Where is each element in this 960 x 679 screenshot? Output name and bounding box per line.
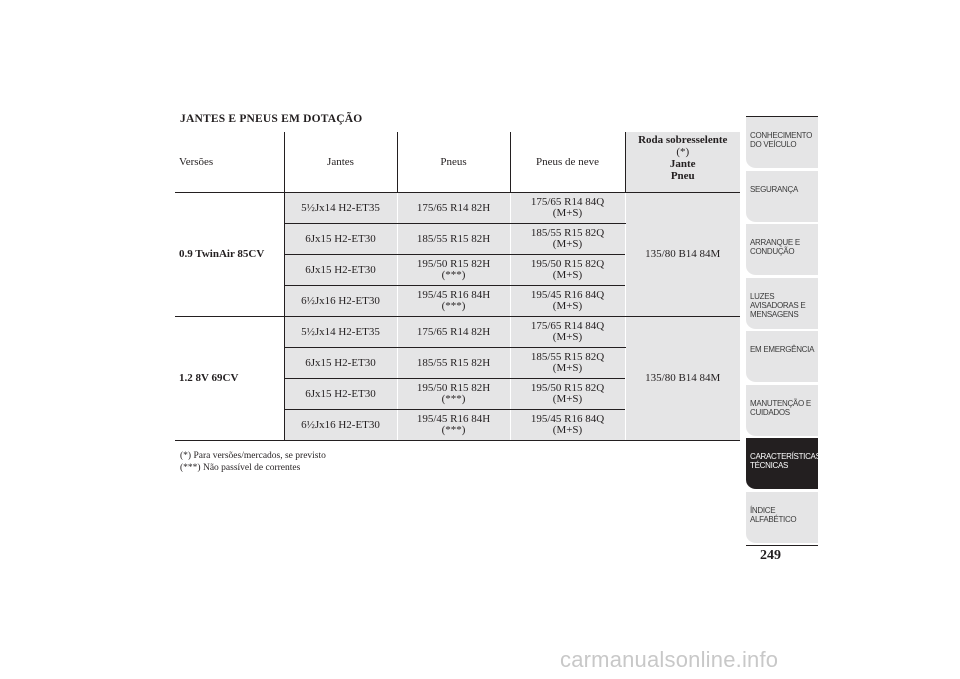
tyre-size: 195/50 R15 82H bbox=[416, 382, 491, 394]
tyre-note: (***) bbox=[441, 300, 466, 312]
tyre-size: 195/45 R16 84H bbox=[416, 413, 491, 425]
tyre-size: 195/45 R16 84H bbox=[416, 289, 491, 301]
tyre-size: 195/50 R15 82H bbox=[416, 258, 491, 270]
sidebar-tab-label: MANUTENÇÃO E bbox=[750, 398, 811, 408]
sidebar-tab-label: ALFABÉTICO bbox=[750, 514, 797, 524]
tyre-cell bbox=[397, 255, 510, 286]
snow-tyre-note: (M+S) bbox=[552, 300, 583, 312]
sidebar-tab-label: DO VEÍCULO bbox=[750, 140, 797, 149]
tyre-note: (***) bbox=[441, 424, 466, 436]
snow-tyre-size: 195/50 R15 82Q bbox=[530, 382, 605, 394]
tyre-size: 185/55 R15 82H bbox=[416, 232, 491, 245]
rim-cell: 6Jx15 H2-ET30 bbox=[284, 255, 397, 286]
sidebar-tab-label: CONDUÇÃO bbox=[750, 247, 795, 256]
sidebar-tab-label: AVISADORAS E bbox=[750, 300, 806, 310]
tyre-cell bbox=[397, 317, 510, 348]
snow-tyre-size: 175/65 R14 84Q bbox=[530, 320, 605, 332]
sidebar-tab-label: ÍNDICE bbox=[750, 505, 776, 515]
rim-cell: 6Jx15 H2-ET30 bbox=[284, 348, 397, 379]
tyre-size: 185/55 R15 82H bbox=[416, 356, 491, 369]
section-title: JANTES E PNEUS EM DOTAÇÃO bbox=[180, 113, 363, 125]
tyre-cell bbox=[397, 348, 510, 379]
snow-tyre-size: 175/65 R14 84Q bbox=[530, 196, 605, 208]
rim-cell: 6Jx15 H2-ET30 bbox=[284, 224, 397, 255]
page-number: 249 bbox=[760, 548, 781, 563]
footnotes bbox=[180, 450, 326, 474]
rims-tyres-table bbox=[175, 132, 740, 441]
header-spare-tyre: Pneu bbox=[670, 170, 695, 182]
snow-tyre-size: 195/45 R16 84Q bbox=[530, 289, 605, 301]
sidebar-tab[interactable] bbox=[746, 331, 818, 383]
sidebar-tab-label: LUZES bbox=[750, 291, 775, 301]
spare-wheel-cell: 135/80 B14 84M bbox=[625, 193, 740, 317]
tyre-cell bbox=[397, 224, 510, 255]
table-row bbox=[175, 317, 740, 348]
tyre-note: (***) bbox=[441, 393, 466, 405]
sidebar-tab[interactable] bbox=[746, 171, 818, 223]
version-name: 1.2 8V 69CV bbox=[175, 317, 284, 441]
header-tyres: Pneus bbox=[397, 132, 510, 193]
snow-tyre-cell bbox=[510, 286, 625, 317]
sidebar-tab-label: ARRANQUE E bbox=[750, 238, 800, 247]
tyre-size: 175/65 R14 82H bbox=[416, 201, 491, 214]
tyre-cell bbox=[397, 410, 510, 441]
rim-cell: 5½Jx14 H2-ET35 bbox=[284, 193, 397, 224]
snow-tyre-size: 195/50 R15 82Q bbox=[530, 258, 605, 270]
snow-tyre-size: 185/55 R15 82Q bbox=[530, 351, 605, 363]
rim-cell: 6½Jx16 H2-ET30 bbox=[284, 410, 397, 441]
snow-tyre-cell bbox=[510, 224, 625, 255]
header-spare-rim: Jante bbox=[669, 158, 696, 170]
snow-tyre-note: (M+S) bbox=[552, 362, 583, 374]
sidebar-tab[interactable] bbox=[746, 492, 818, 544]
tyre-cell bbox=[397, 193, 510, 224]
snow-tyre-cell bbox=[510, 348, 625, 379]
snow-tyre-cell bbox=[510, 410, 625, 441]
sidebar-tab[interactable] bbox=[746, 278, 818, 330]
tyre-cell bbox=[397, 286, 510, 317]
snow-tyre-cell bbox=[510, 379, 625, 410]
header-spare-mark: (*) bbox=[676, 146, 690, 158]
rim-cell: 6½Jx16 H2-ET30 bbox=[284, 286, 397, 317]
snow-tyre-cell bbox=[510, 317, 625, 348]
spare-wheel-cell: 135/80 B14 84M bbox=[625, 317, 740, 441]
sidebar-tab-label: TÉCNICAS bbox=[750, 461, 789, 470]
header-snow-tyres: Pneus de neve bbox=[510, 132, 625, 193]
sidebar-tab-label: CONHECIMENTO bbox=[750, 131, 813, 140]
sidebar-tab[interactable] bbox=[746, 117, 818, 169]
footnote-chains: (***) Não passível de correntes bbox=[180, 463, 301, 473]
rim-cell: 6Jx15 H2-ET30 bbox=[284, 379, 397, 410]
sidebar-tab-label: CUIDADOS bbox=[750, 407, 790, 417]
header-spare-wheel bbox=[625, 132, 740, 193]
version-name: 0.9 TwinAir 85CV bbox=[175, 193, 284, 317]
tyre-size: 175/65 R14 82H bbox=[416, 325, 491, 338]
sidebar-tab-label: MENSAGENS bbox=[750, 309, 799, 319]
snow-tyre-size: 195/45 R16 84Q bbox=[530, 413, 605, 425]
header-versions: Versões bbox=[175, 132, 284, 193]
snow-tyre-cell bbox=[510, 255, 625, 286]
sidebar-tab[interactable] bbox=[746, 224, 818, 276]
header-spare-title: Roda sobresselente bbox=[638, 134, 728, 146]
tyre-cell bbox=[397, 379, 510, 410]
rim-cell: 5½Jx14 H2-ET35 bbox=[284, 317, 397, 348]
sidebar-tab[interactable] bbox=[746, 385, 818, 437]
footnote-spare: (*) Para versões/mercados, se previsto bbox=[180, 451, 326, 461]
watermark-text: carmanualsonline.info bbox=[560, 647, 779, 672]
snow-tyre-note: (M+S) bbox=[552, 238, 583, 250]
sidebar-tab-label: CARACTERÍSTICAS bbox=[750, 452, 821, 461]
table-row bbox=[175, 193, 740, 224]
header-rims: Jantes bbox=[284, 132, 397, 193]
sidebar-tab-label: SEGURANÇA bbox=[750, 184, 798, 194]
chapter-index-sidebar bbox=[746, 116, 821, 546]
snow-tyre-size: 185/55 R15 82Q bbox=[530, 227, 605, 239]
sidebar-tab-label: EM EMERGÊNCIA bbox=[750, 345, 815, 354]
table-header-row bbox=[175, 132, 740, 193]
snow-tyre-note: (M+S) bbox=[552, 207, 583, 219]
sidebar-tab[interactable] bbox=[746, 438, 821, 490]
snow-tyre-note: (M+S) bbox=[552, 331, 583, 343]
snow-tyre-cell bbox=[510, 193, 625, 224]
snow-tyre-note: (M+S) bbox=[552, 393, 583, 405]
snow-tyre-note: (M+S) bbox=[552, 269, 583, 281]
snow-tyre-note: (M+S) bbox=[552, 424, 583, 436]
tyre-note: (***) bbox=[441, 269, 466, 281]
